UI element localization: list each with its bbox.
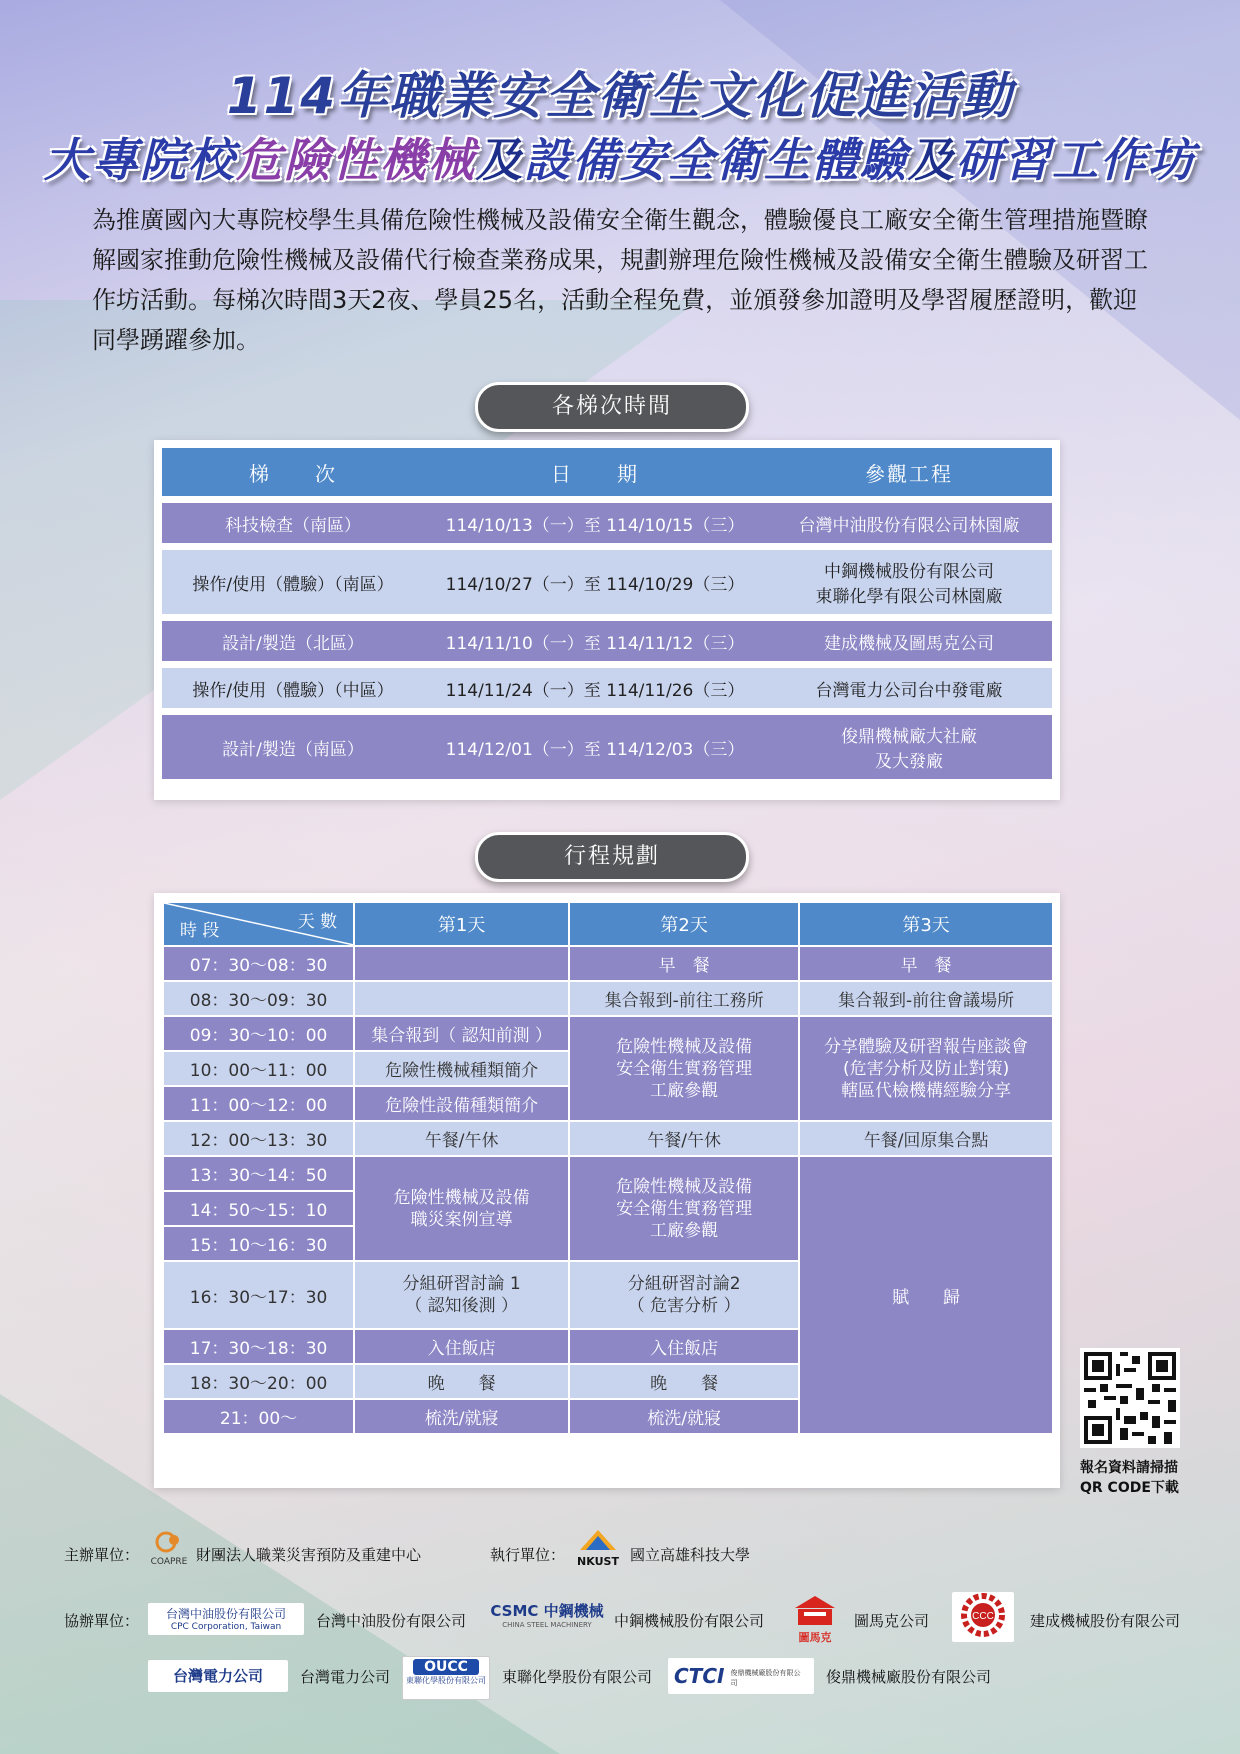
schedule-cell: 午餐/午休 [569, 1121, 799, 1156]
cell-line: 工廠參觀 [650, 1220, 719, 1241]
cell-line: 職災案例宣導 [410, 1209, 513, 1230]
cell-line: 分組研習討論2 [627, 1274, 741, 1294]
title-part: 設備安全衛生體驗 [524, 133, 908, 187]
time-slot: 14：50〜15：10 [163, 1191, 354, 1226]
session-visit-line: 及大發廠 [875, 752, 943, 772]
ccc-logo-text: CCC [972, 1611, 994, 1622]
session-visit: 建成機械及圖馬克公司 [766, 621, 1052, 661]
oucc-logo-sub: 東聯化學股份有限公司 [406, 1676, 486, 1685]
schedule-row [163, 1156, 1053, 1191]
session-name: 操作/使用（體驗）（中區） [162, 668, 424, 708]
ccc-logo [952, 1592, 1014, 1642]
session-row [162, 503, 1052, 543]
csmc-logo [488, 1600, 606, 1636]
tumark-logo [790, 1594, 840, 1644]
session-name: 設計/製造（北區） [162, 621, 424, 661]
day-header: 第3天 [799, 902, 1053, 946]
schedule-cell [569, 1156, 799, 1261]
coapre-icon [154, 1530, 184, 1554]
co-org-name: 東聯化學股份有限公司 [502, 1668, 653, 1686]
title-part: 危險性機械 [236, 133, 476, 187]
session-visit: 台灣電力公司台中發電廠 [766, 668, 1052, 708]
schedule-table-box [154, 893, 1060, 1488]
session-date: 114/11/24（一）至 114/11/26（三） [424, 668, 766, 708]
taipower-logo-text: 台灣電力公司 [172, 1667, 263, 1685]
schedule-heading: 行程規劃 [475, 832, 749, 882]
session-name: 科技檢查（南區） [162, 503, 424, 543]
sessions-header-row [162, 448, 1052, 496]
session-row [162, 621, 1052, 661]
cell-line: 分享體驗及研習報告座談會 [824, 1036, 1029, 1057]
cell-line: 危險性機械及設備 [393, 1187, 530, 1208]
taipower-logo [148, 1660, 288, 1692]
coapre-logo-text: COAPRE [150, 1557, 188, 1567]
corner-days-label: 天 數 [297, 912, 338, 932]
schedule-cell: 晚 餐 [569, 1364, 799, 1399]
schedule-corner-cell [163, 902, 354, 946]
nkust-logo [568, 1526, 628, 1572]
schedule-row [163, 1016, 1053, 1051]
cell-line: 安全衛生實務管理 [616, 1198, 753, 1219]
tumark-icon [790, 1594, 840, 1626]
co-org-name: 建成機械股份有限公司 [1030, 1612, 1181, 1630]
schedule-cell [569, 1016, 799, 1121]
session-date: 114/10/27（一）至 114/10/29（三） [424, 550, 766, 614]
schedule-cell [354, 1156, 569, 1261]
cell-line: 工廠參觀 [650, 1080, 719, 1101]
schedule-cell: 早 餐 [799, 946, 1053, 981]
schedule-cell: 入住飯店 [569, 1329, 799, 1364]
schedule-row [163, 1121, 1053, 1156]
time-slot: 15：10〜16：30 [163, 1226, 354, 1261]
session-row [162, 668, 1052, 708]
sessions-header: 參觀工程 [766, 448, 1052, 496]
time-slot: 11：00〜12：00 [163, 1086, 354, 1121]
corner-time-label: 時 段 [180, 921, 220, 941]
co-org-name: 台灣電力公司 [300, 1668, 391, 1686]
session-date: 114/12/01（一）至 114/12/03（三） [424, 715, 766, 779]
csmc-logo-text: CSMC 中鋼機械 [490, 1602, 604, 1620]
sessions-header: 日 期 [424, 448, 766, 496]
schedule-cell: 早 餐 [569, 946, 799, 981]
schedule-cell [354, 981, 569, 1016]
co-org-name: 圖馬克公司 [854, 1612, 930, 1630]
host-label: 主辦單位： [64, 1546, 140, 1564]
time-slot: 10：00〜11：00 [163, 1051, 354, 1086]
ctci-logo [668, 1658, 814, 1694]
cell-line: （ 危害分析 ） [627, 1296, 741, 1316]
ccc-gear-icon [958, 1592, 1008, 1638]
time-slot: 21：00〜 [163, 1399, 354, 1434]
session-row [162, 715, 1052, 779]
oucc-logo-text: OUCC [413, 1659, 479, 1675]
nkust-icon [578, 1526, 618, 1552]
session-visit [766, 715, 1052, 779]
schedule-cell: 梳洗/就寢 [569, 1399, 799, 1434]
schedule-header-row [163, 902, 1053, 946]
schedule-cell: 晚 餐 [354, 1364, 569, 1399]
time-slot: 07：30〜08：30 [163, 946, 354, 981]
cpc-logo [148, 1603, 304, 1635]
title-part: 及 [476, 133, 524, 187]
session-visit [766, 550, 1052, 614]
schedule-cell: 集合報到-前往會議場所 [799, 981, 1053, 1016]
qr-caption-line: QR CODE下載 [1080, 1480, 1179, 1496]
schedule-cell: 梳洗/就寢 [354, 1399, 569, 1434]
host-name: 財團法人職業災害預防及重建中心 [196, 1546, 422, 1564]
schedule-cell [354, 1261, 569, 1329]
sessions-header: 梯 次 [162, 448, 424, 496]
qr-caption [1080, 1458, 1200, 1498]
title-line-2 [0, 124, 1240, 190]
title-part: 及 [908, 133, 956, 187]
schedule-cell: 危險性設備種類簡介 [354, 1086, 569, 1121]
schedule-row [163, 946, 1053, 981]
schedule-cell [799, 1016, 1053, 1121]
schedule-table [162, 901, 1054, 1435]
time-slot: 17：30〜18：30 [163, 1329, 354, 1364]
schedule-cell: 集合報到（ 認知前測 ） [354, 1016, 569, 1051]
qr-code-icon[interactable] [1080, 1348, 1180, 1448]
session-visit: 台灣中油股份有限公司林園廠 [766, 503, 1052, 543]
co-org-name: 中鋼機械股份有限公司 [614, 1612, 765, 1630]
session-date: 114/11/10（一）至 114/11/12（三） [424, 621, 766, 661]
tumark-logo-text: 圖馬克 [798, 1631, 832, 1644]
title-line-1: 114年職業安全衛生文化促進活動 [226, 67, 1014, 125]
title-part: 大專院校 [44, 133, 236, 187]
coapre-logo [146, 1530, 192, 1570]
schedule-cell: 入住飯店 [354, 1329, 569, 1364]
co-org-name: 俊鼎機械廠股份有限公司 [826, 1668, 992, 1686]
ctci-logo-sub: 俊鼎機械廠股份有限公司 [730, 1669, 801, 1687]
co-org-name: 台灣中油股份有限公司 [316, 1612, 467, 1630]
time-slot: 12：00〜13：30 [163, 1121, 354, 1156]
qr-caption-line: 報名資料請掃描 [1080, 1460, 1178, 1476]
session-date: 114/10/13（一）至 114/10/15（三） [424, 503, 766, 543]
schedule-cell [354, 946, 569, 981]
cell-line: 危險性機械及設備 [616, 1176, 753, 1197]
session-visit-line: 中鋼機械股份有限公司 [824, 562, 994, 582]
cell-line: 轄區代檢機構經驗分享 [841, 1080, 1012, 1101]
cell-line: （ 認知後測 ） [405, 1296, 519, 1316]
sessions-table-box [154, 440, 1060, 800]
intro-paragraph: 為推廣國內大專院校學生具備危險性機械及設備安全衛生觀念，體驗優良工廠安全衛生管理措施暨瞭解國家推動危險性機械及設備代行檢查業務成果，規劃辦理危險性機械及設備安全衛生體驗及研習工作坊活動。每梯次時間3天2夜、學員25名，活動全程免費，並頒發參加證明及學習履歷證明，歡迎同學踴躍參加。 [92, 206, 1148, 354]
time-slot: 16：30〜17：30 [163, 1261, 354, 1329]
cell-line: (危害分析及防止對策) [842, 1058, 1010, 1079]
schedule-cell: 午餐/回原集合點 [799, 1121, 1053, 1156]
sessions-table [162, 441, 1052, 786]
cell-line: 安全衛生實務管理 [616, 1058, 753, 1079]
cell-line: 危險性機械及設備 [616, 1036, 753, 1057]
schedule-row [163, 981, 1053, 1016]
oucc-logo [402, 1656, 490, 1700]
time-slot: 08：30〜09：30 [163, 981, 354, 1016]
exec-label: 執行單位： [490, 1546, 566, 1564]
cpc-logo-text: 台灣中油股份有限公司 [165, 1607, 286, 1621]
ctci-logo-text: CTCI [674, 1664, 725, 1688]
session-visit-line: 俊鼎機械廠大社廠 [841, 727, 977, 747]
session-name: 操作/使用（體驗）（南區） [162, 550, 424, 614]
title-part: 研習工作坊 [956, 133, 1196, 187]
time-slot: 09：30〜10：00 [163, 1016, 354, 1051]
schedule-cell: 危險性機械種類簡介 [354, 1051, 569, 1086]
exec-name: 國立高雄科技大學 [630, 1546, 751, 1564]
time-slot: 13：30〜14：50 [163, 1156, 354, 1191]
sessions-heading: 各梯次時間 [475, 382, 749, 432]
co-label: 協辦單位： [64, 1612, 140, 1630]
session-row [162, 550, 1052, 614]
time-slot: 18：30〜20：00 [163, 1364, 354, 1399]
cpc-logo-sub: CPC Corporation, Taiwan [170, 1622, 282, 1632]
session-visit-line: 東聯化學有限公司林園廠 [815, 587, 1003, 607]
schedule-cell: 午餐/午休 [354, 1121, 569, 1156]
csmc-logo-sub: CHINA STEEL MACHINERY [502, 1621, 592, 1629]
schedule-cell: 集合報到-前往工務所 [569, 981, 799, 1016]
day-header: 第1天 [354, 902, 569, 946]
cell-line: 分組研習討論 1 [402, 1274, 521, 1294]
schedule-cell: 賦 歸 [799, 1156, 1053, 1434]
schedule-cell [569, 1261, 799, 1329]
nkust-logo-text: NKUST [577, 1555, 619, 1568]
day-header: 第2天 [569, 902, 799, 946]
session-name: 設計/製造（南區） [162, 715, 424, 779]
